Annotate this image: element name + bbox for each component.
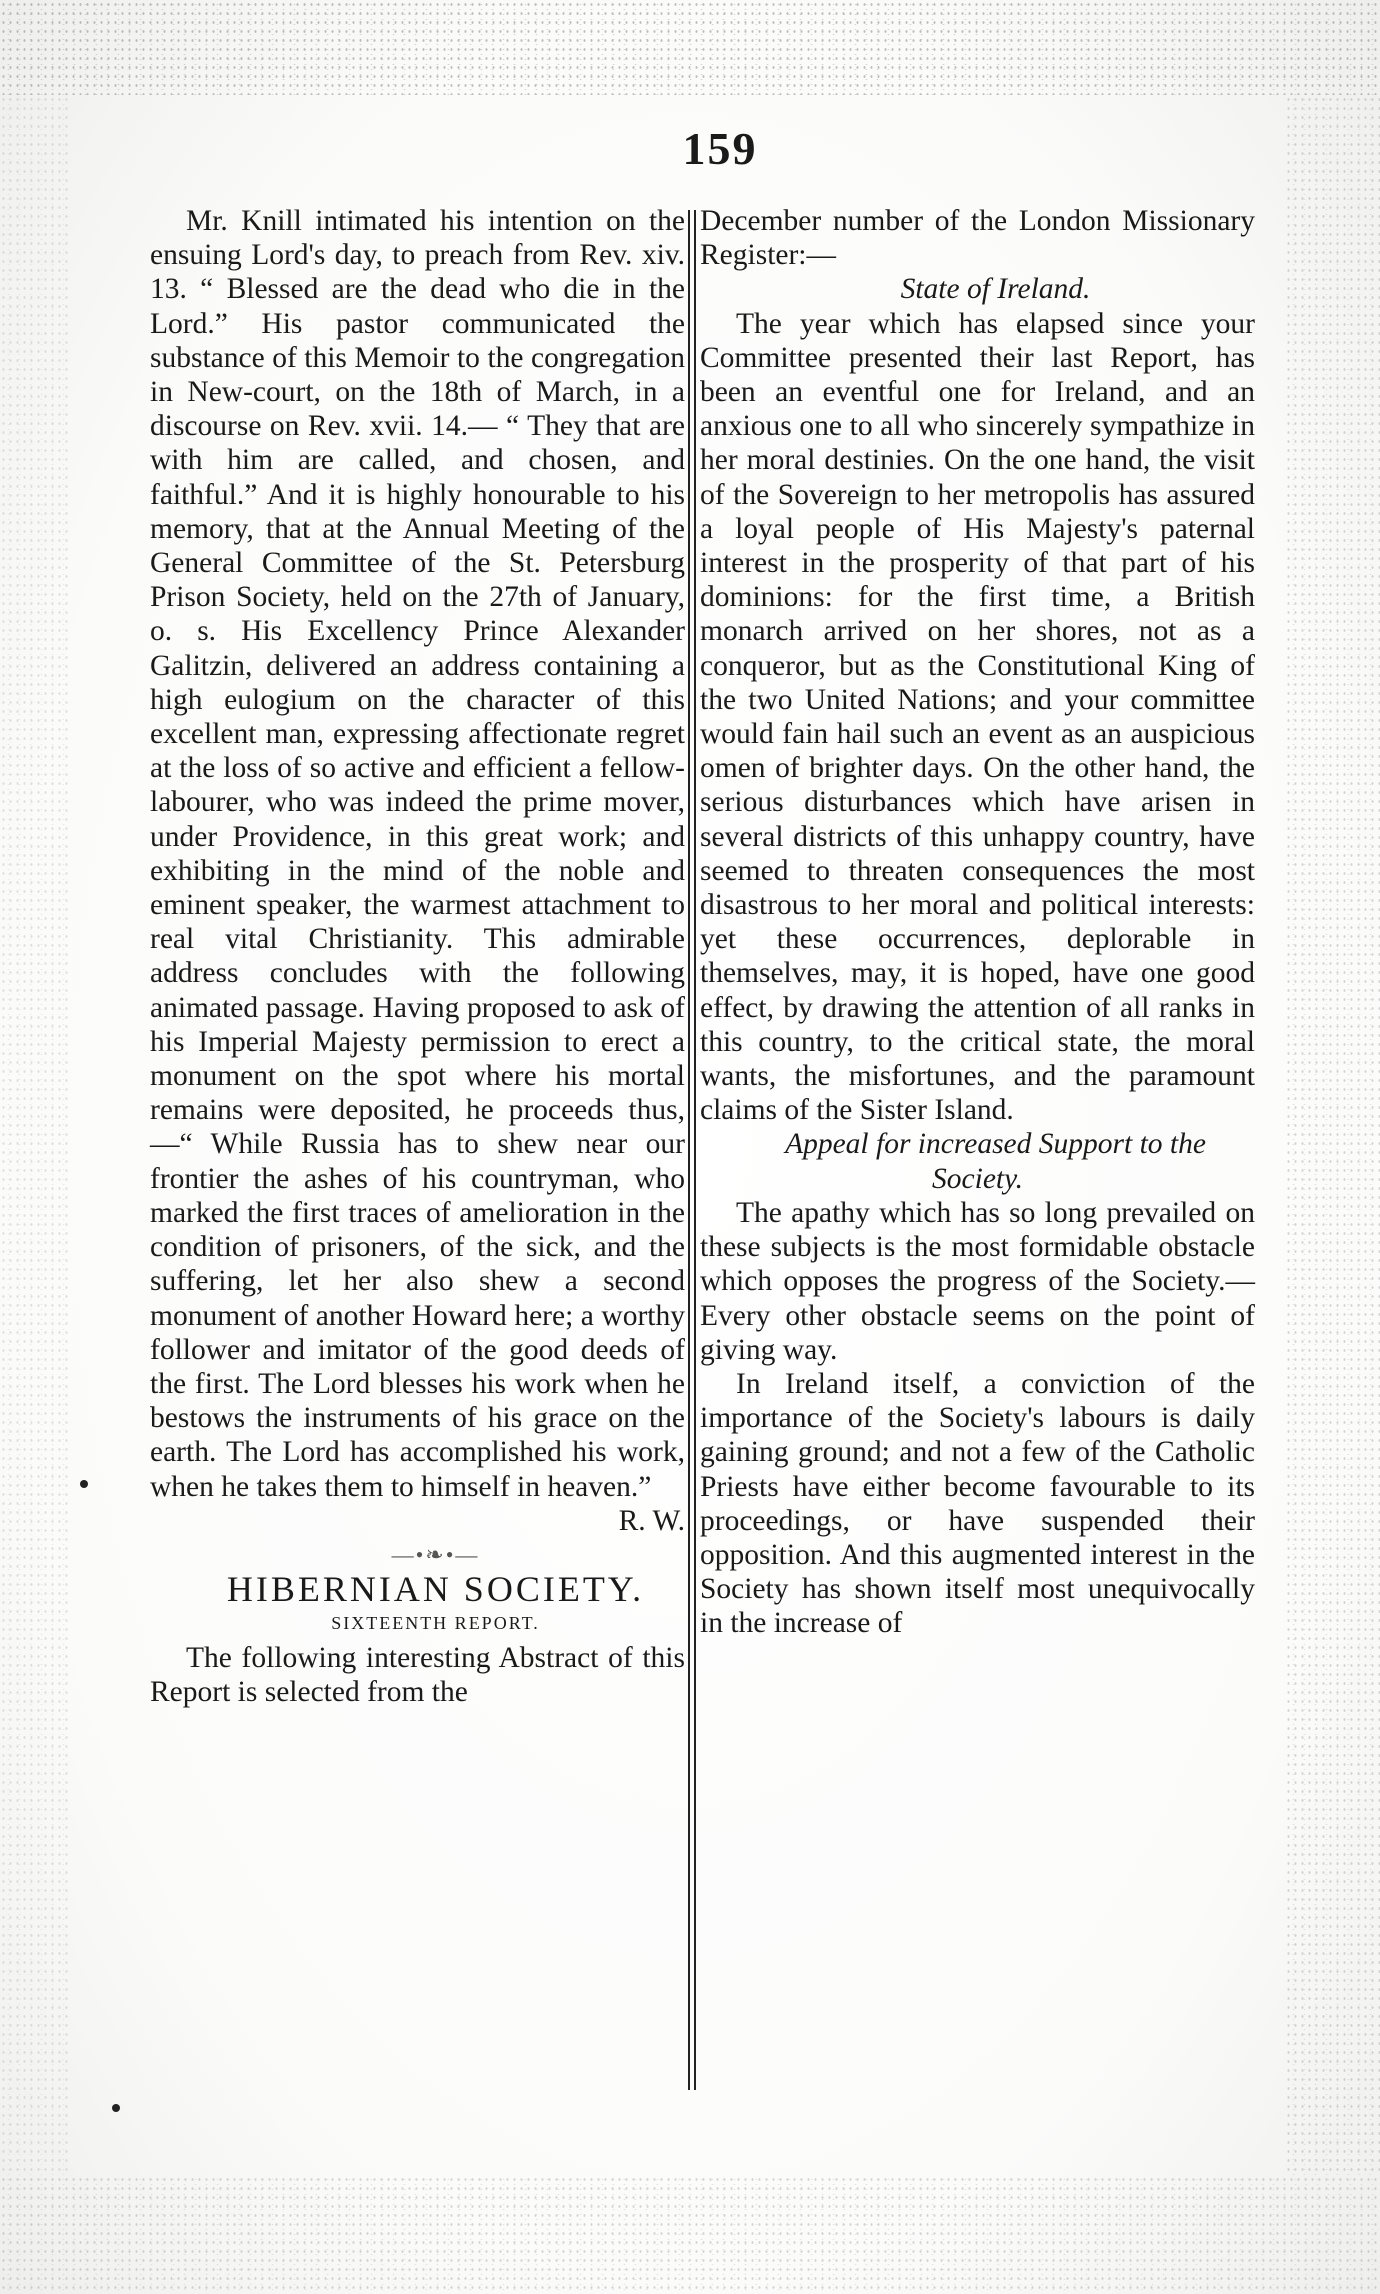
- ireland-paragraph: In Ireland itself, a conviction of the importance of the Society's labours is daily gaining ground; and not a few of the Catholic Priests have either become favourable to its proceedings, or have suspended their opposition. And this augmented interest in the Society has shown itself most unequivocally in the increase of: [700, 1367, 1255, 1640]
- society-heading: HIBERNIAN SOCIETY.: [226, 1569, 645, 1610]
- continuation-text: December number of the London Missionary Register:—: [700, 205, 1255, 272]
- state-of-ireland-heading: State of Ireland.: [900, 273, 1091, 306]
- signature: R. W.: [618, 1504, 685, 1537]
- report-label: SIXTEENTH REPORT.: [331, 1613, 540, 1634]
- ink-speck: [112, 2104, 120, 2112]
- intro-paragraph: The following interesting Abstract of this Report is selected from the: [150, 1641, 685, 1708]
- ornament-divider: —•❧•—: [391, 1541, 480, 1567]
- left-column: [150, 204, 685, 1709]
- scan-noise-left: [0, 95, 70, 2175]
- ink-speck: [80, 1480, 88, 1488]
- appeal-paragraph: The apathy which has so long prevailed on these subjects is the most formidable obstacle which opposes the progress of the Society.— Every other obstacle seems on the point of giving way.: [700, 1196, 1255, 1366]
- scan-noise-bottom: [0, 2175, 1380, 2294]
- state-paragraph: The year which has elapsed since your Committee presented their last Report, has been an eventful one for Ireland, and an anxious one to all who sincerely sympathize in her moral destinies. On the one hand, the visit of the Sovereign to her metropolis has assured a loyal people of His Majesty's paternal interest in the prosperity of that part of his dominions: for the first time, a British monarch arrived on her shores, not as a conqueror, but as the Constitutional King of the two United Nations; and your committee would fain hail such an event as an auspicious omen of brighter days. On the other hand, the serious disturbances which have arisen in several districts of this unhappy country, have seemed to threaten consequences the most disastrous to her moral and political interests: yet these occurrences, deplorable in themselves, may, it is hoped, have one good effect, by drawing the attention of all ranks in this country, to the critical state, the moral wants, the misfortunes, and the paramount claims of the Sister Island.: [700, 307, 1255, 1127]
- scan-noise-right: [1285, 95, 1380, 2175]
- column-rule: [694, 210, 696, 2090]
- page-number: 159: [682, 123, 758, 174]
- appeal-heading: Appeal for increased Support to the Society.: [785, 1128, 1206, 1195]
- column-rule: [688, 210, 690, 2090]
- memoir-paragraph: Mr. Knill intimated his intention on the ensuing Lord's day, to preach from Rev. xiv. 13. “ Blessed are the dead who die in the Lord.” His pastor communicated the substance of this Memoir to the congregation in New-court, on the 18th of March, in a discourse on Rev. xvii. 14.— “ They that are with him are called, and chosen, and faithful.” And it is highly honourable to his memory, that at the Annual Meeting of the General Committee of the St. Petersburg Prison Society, held on the 27th of January, o. s. His Excellency Prince Alexander Galitzin, delivered an address containing a high eulogium on the character of this excellent man, expressing affectionate regret at the loss of so active and efficient a fellow-labourer, who was indeed the prime mover, under Providence, in this great work; and exhibiting in the mind of the noble and eminent speaker, the warmest attachment to real vital Christianity. This admirable address concludes with the following animated passage. Having proposed to ask of his Imperial Majesty permission to erect a monument on the spot where his mortal remains were deposited, he proceeds thus,—“ While Russia has to shew near our frontier the ashes of his countryman, who marked the first traces of amelioration in the condition of prisoners, of the sick, and the suffering, let her also shew a second monument of another Howard here; a worthy follower and imitator of the good deeds of the first. The Lord blesses his work when he bestows the instruments of his grace on the earth. The Lord has accomplished his work, when he takes them to himself in heaven.”: [150, 205, 685, 1503]
- scan-noise-top: [0, 0, 1380, 95]
- right-column: [700, 204, 1255, 1641]
